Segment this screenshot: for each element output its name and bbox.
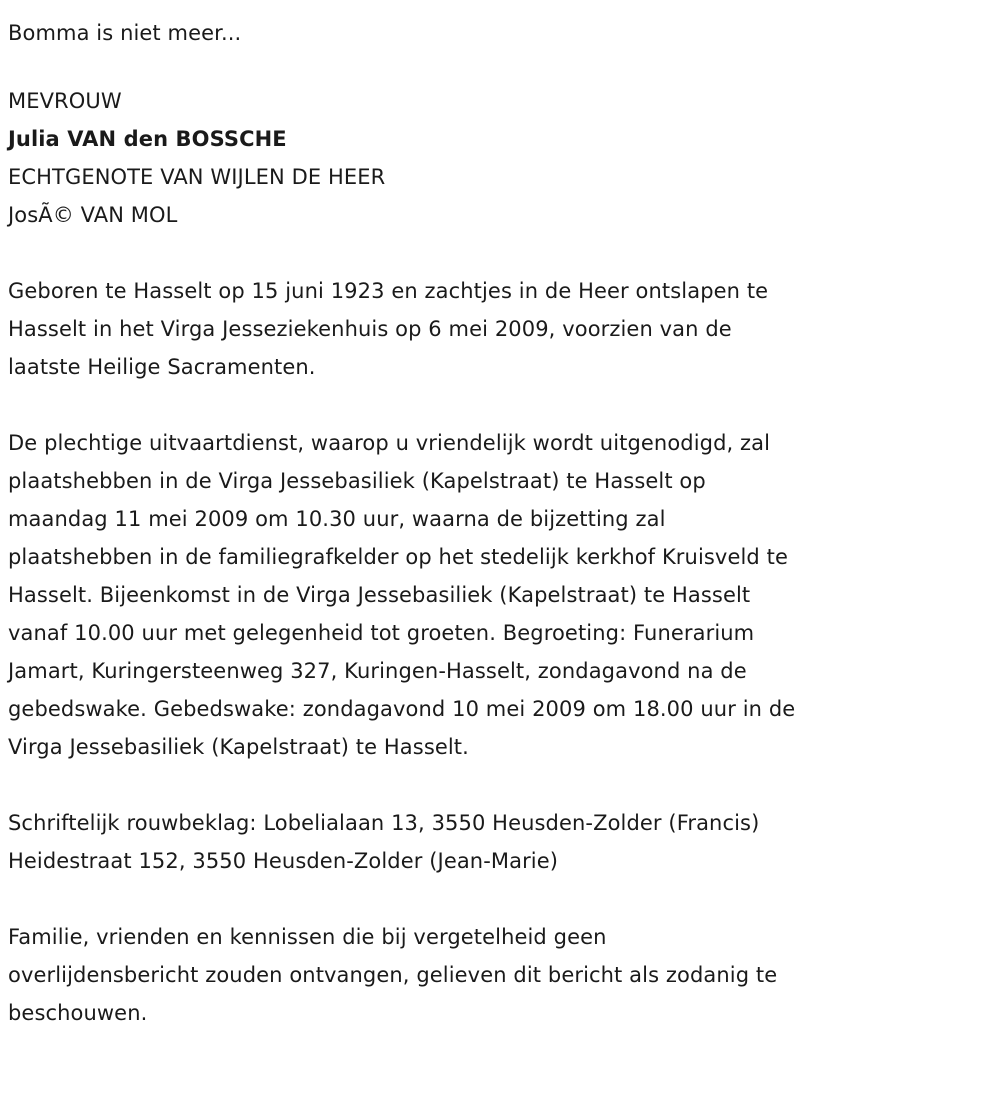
paragraph-line: maandag 11 mei 2009 om 10.30 uur, waarna de bijzetting zal bbox=[8, 507, 666, 531]
paragraph-line: laatste Heilige Sacramenten. bbox=[8, 355, 316, 379]
paragraph-line: Heidestraat 152, 3550 Heusden-Zolder (Jean-Marie) bbox=[8, 849, 559, 873]
relation-line: ECHTGENOTE VAN WIJLEN DE HEER bbox=[8, 165, 386, 189]
paragraph-line: overlijdensbericht zouden ontvangen, gelieven dit bericht als zodanig te bbox=[8, 963, 778, 987]
spacer bbox=[8, 386, 986, 424]
birth-death-paragraph bbox=[8, 272, 986, 386]
spacer bbox=[8, 880, 986, 918]
spacer bbox=[8, 766, 986, 804]
salutation-text: MEVROUW bbox=[8, 89, 122, 113]
intro-text: Bomma is niet meer... bbox=[8, 21, 242, 45]
paragraph-line: plaatshebben in de Virga Jessebasiliek (Kapelstraat) te Hasselt op bbox=[8, 469, 706, 493]
spouse-name: JosÃ© VAN MOL bbox=[8, 203, 178, 227]
service-paragraph bbox=[8, 424, 986, 766]
paragraph-line: vanaf 10.00 uur met gelegenheid tot groeten. Begroeting: Funerarium bbox=[8, 621, 755, 645]
spacer bbox=[8, 52, 986, 82]
paragraph-line: gebedswake. Gebedswake: zondagavond 10 mei 2009 om 18.00 uur in de bbox=[8, 697, 796, 721]
deceased-name: Julia VAN den BOSSCHE bbox=[8, 127, 287, 151]
spacer bbox=[8, 234, 986, 272]
paragraph-line: plaatshebben in de familiegrafkelder op het stedelijk kerkhof Kruisveld te bbox=[8, 545, 788, 569]
paragraph-line: Hasselt. Bijeenkomst in de Virga Jessebasiliek (Kapelstraat) te Hasselt bbox=[8, 583, 751, 607]
paragraph-line: Familie, vrienden en kennissen die bij vergetelheid geen bbox=[8, 925, 607, 949]
notice-paragraph bbox=[8, 918, 986, 1032]
paragraph-line: Schriftelijk rouwbeklag: Lobelialaan 13, 3550 Heusden-Zolder (Francis) bbox=[8, 811, 760, 835]
paragraph-line: Geboren te Hasselt op 15 juni 1923 en zachtjes in de Heer ontslapen te bbox=[8, 279, 769, 303]
paragraph-line: Hasselt in het Virga Jesseziekenhuis op 6 mei 2009, voorzien van de bbox=[8, 317, 732, 341]
paragraph-line: beschouwen. bbox=[8, 1001, 148, 1025]
paragraph-line: De plechtige uitvaartdienst, waarop u vriendelijk wordt uitgenodigd, zal bbox=[8, 431, 771, 455]
paragraph-line: Virga Jessebasiliek (Kapelstraat) te Hasselt. bbox=[8, 735, 469, 759]
paragraph-line: Jamart, Kuringersteenweg 327, Kuringen-Hasselt, zondagavond na de bbox=[8, 659, 747, 683]
condolences-paragraph bbox=[8, 804, 986, 880]
